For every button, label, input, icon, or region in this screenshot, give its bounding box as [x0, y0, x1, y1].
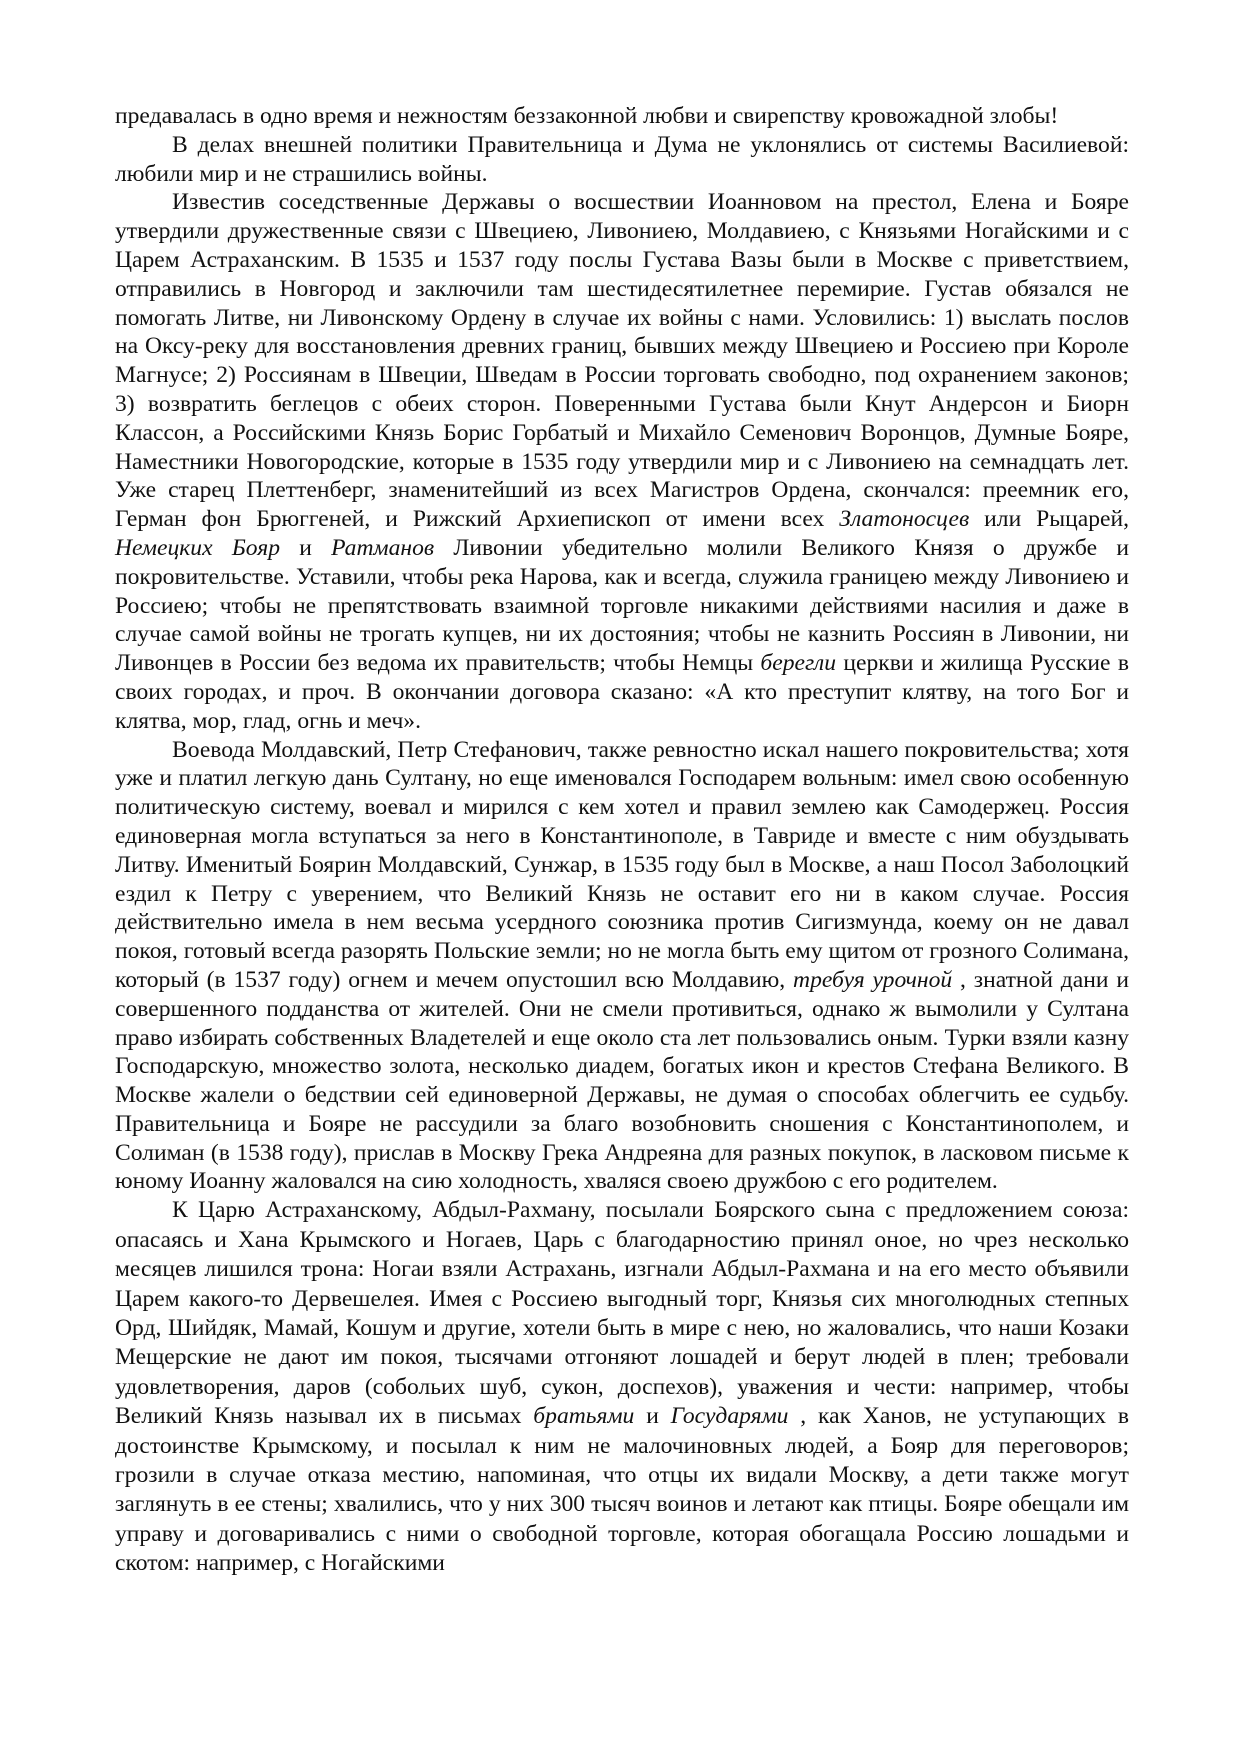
paragraph-1	[115, 131, 1129, 189]
text-segment: , знатной дани и совершенного подданства от жителей. Они не смели противиться, однако ж вымолили у Султана право избирать собственных Владетелей и еще около ста лет пользовались оным. Турки взяли казну Господарскую, множество золота, несколько диадем, богатых икон и крестов Стефана Великого. В Москве жалели о бедствии сей единоверной Державы, не думая о способах облегчить ее судьбу. Правительница и Бояре не рассудили за благо возобновить сношения с Константинополем, и Солиман (в 1538 году), прислав в Москву Грека Андреяна для разных покупок, в ласковом письме к юному Иоанну жаловался на сию холодность, хваляся своею дружбою с его родителем.	[115, 966, 1129, 1195]
text-segment: или Рыцарей,	[969, 506, 1130, 533]
text-segment: и	[280, 534, 332, 561]
italic-text: братьями	[533, 1403, 635, 1430]
italic-text: требуя урочной	[793, 966, 953, 993]
paragraph-0	[115, 102, 1129, 131]
text-segment: , как Ханов, не уступающих в достоинстве Крымскому, и посылал к ним не малочиновных людей, а Бояр для переговоров; грозили в случае отказа местию, напоминая, что отцы их видали Москву, а дети также могут заглянуть в ее стены; хвалились, что у них 300 тысяч воинов и летают как птицы. Бояре обещали им управу и договаривались с ними о свободной торговле, которая обогащала Россию лошадьми и скотом: например, с Ногайскими	[115, 1403, 1129, 1577]
paragraph-2	[115, 188, 1129, 735]
text-segment: Воевода Молдавский, Петр Стефанович, также ревностно искал нашего покровительства; хотя уже и платил легкую дань Султану, но еще именовался Господарем вольным: имел свою особенную политическую систему, воевал и мирился с кем хотел и правил землею как Самодержец. Россия единоверная могла вступаться за него в Константинополе, в Тавриде и вместе с ним обуздывать Литву. Именитый Боярин Молдавский, Сунжар, в 1535 году был в Москве, а наш Посол Заболоцкий ездил к Петру с уверением, что Великий Князь не оставит его ни в каком случае. Россия действительно имела в нем весьма усердного союзника против Сигизмунда, коему он не давал покоя, готовый всегда разорять Польские земли; но не могла быть ему щитом от грозного Солимана, который (в 1537 году) огнем и мечем опустошил всю Молдавию,	[115, 736, 1129, 993]
text-segment: предавалась в одно время и нежностям беззаконной любви и свирепству кровожадной злобы!	[115, 103, 1059, 129]
italic-text: Немецких Бояр	[115, 534, 280, 561]
paragraph-4	[115, 1196, 1129, 1578]
italic-text: Златоносцев	[839, 506, 970, 533]
text-segment: Ливонии убедительно молили Великого Князя о дружбе и покровительстве. Уставили, чтобы река Нарова, как и всегда, служила границею между Ливониею и Россиею; чтобы не препятствовать взаимной торговле никакими действиями насилия и даже в случае самой войны не трогать купцев, ни их достояния; чтобы не казнить Россиян в Ливонии, ни Ливонцев в России без ведома их правительств; чтобы Немцы	[115, 534, 1129, 677]
text-segment: церкви и жилища Русские в своих городах, и проч. В окончании договора сказано: «А кто преступит клятву, на того Бог и клятва, мор, глад, огнь и меч».	[115, 650, 1129, 734]
italic-text: Государями	[670, 1403, 789, 1430]
italic-text: берегли	[760, 650, 837, 677]
text-segment: Известив соседственные Державы о восшествии Иоанновом на престол, Елена и Бояре утвердили дружественные связи с Швециею, Ливониею, Молдавиею, с Князьями Ногайскими и с Царем Астраханским. В 1535 и 1537 году послы Густава Вазы были в Москве с приветствием, отправились в Новгород и заключили там шестидесятилетнее перемирие. Густав обязался не помогать Литве, ни Ливонскому Ордену в случае их войны с нами. Условились: 1) выслать послов на Оксу-реку для восстановления древних границ, бывших между Швециею и Россиею при Короле Магнусе; 2) Россиянам в Швеции, Шведам в России торговать свободно, под охранением законов; 3) возвратить беглецов с обеих сторон. Поверенными Густава были Кнут Андерсон и Биорн Классон, а Российскими Князь Борис Горбатый и Михайло Семенович Воронцов, Думные Бояре, Наместники Новогородские, которые в 1535 году утвердили мир и с Ливониею на семнадцать лет. Уже старец Плеттенберг, знаменитейший из всех Магистров Ордена, скончался: преемник его, Герман фон Брюггеней, и Рижский Архиепископ от имени всех	[115, 189, 1129, 533]
text-segment: В делах внешней политики Правительница и Дума не уклонялись от системы Василиевой: любили мир и не страшились войны.	[115, 131, 1129, 187]
italic-text: Ратманов	[331, 534, 435, 561]
paragraph-3	[115, 736, 1129, 1197]
text-segment: К Царю Астраханскому, Абдыл-Рахману, посылали Боярского сына с предложением союза: опасаясь и Хана Крымского и Ногаев, Царь с благодарностию принял оное, но чрез несколько месяцев лишился трона: Ногаи взяли Астрахань, изгнали Абдыл-Рахмана и на его место объявили Царем какого-то Дервешелея. Имея с Россиею выгодный торг, Князья сих многолюдных степных Орд, Шийдяк, Мамай, Кошум и другие, хотели быть в мире с нею, но жаловались, что наши Козаки Мещерские не дают им покоя, тысячами отгоняют лошадей и берут людей в плен; требовали удовлетворения, даров (собольих шуб, сукон, доспехов), уважения и чести: например, чтобы Великий Князь называл их в письмах	[115, 1197, 1129, 1430]
text-segment: и	[634, 1403, 671, 1430]
